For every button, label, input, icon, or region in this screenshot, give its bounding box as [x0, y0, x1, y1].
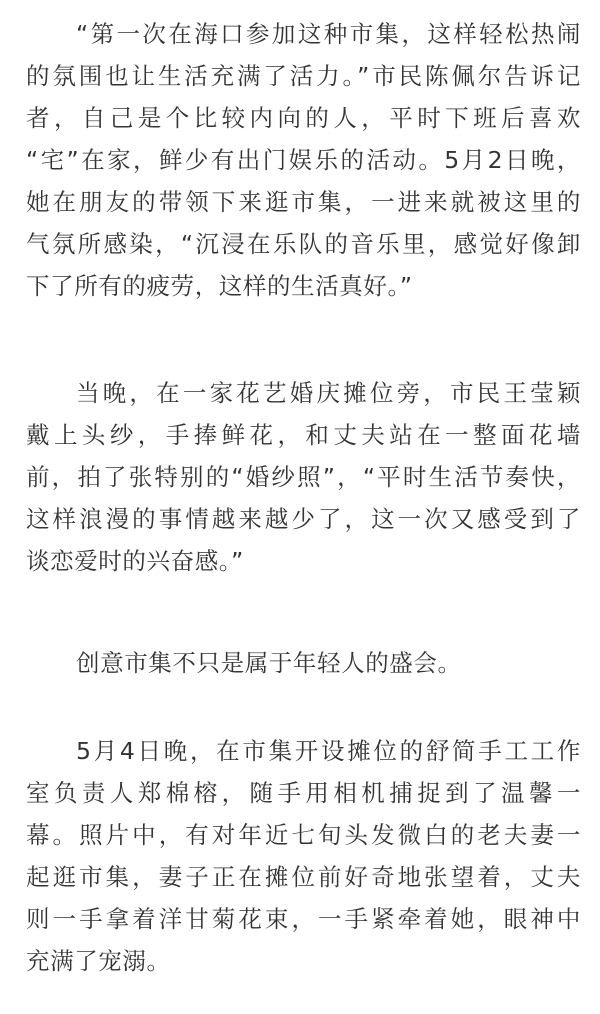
- text-line: 则一手拿着洋甘菊花束，一手紧牵着她，眼神中: [26, 905, 581, 933]
- text-line: 谈恋爱时的兴奋感。”: [26, 547, 244, 575]
- paragraph-3: [26, 642, 581, 684]
- text-line: “宅”在家，鲜少有出门娱乐的活动。5月2日晚，: [26, 146, 581, 174]
- text-line: 创意市集不只是属于年轻人的盛会。: [76, 649, 462, 677]
- paragraph-1: [26, 13, 581, 307]
- text-line: 下了所有的疲劳，这样的生活真好。”: [26, 272, 413, 300]
- text-line: 起逛市集，妻子正在摊位前好奇地张望着，丈夫: [26, 863, 581, 891]
- text-line: 幕。照片中，有对年近七旬头发微白的老夫妻一: [26, 821, 581, 849]
- text-line: 她在朋友的带领下来逛市集，一进来就被这里的: [26, 188, 581, 216]
- text-line: 当晚，在一家花艺婚庆摊位旁，市民王莹颖: [76, 379, 581, 407]
- text-line: 气氛所感染，“沉浸在乐队的音乐里，感觉好像卸: [26, 230, 581, 258]
- text-line: 充满了宠溺。: [26, 947, 171, 975]
- text-line: 这样浪漫的事情越来越少了，这一次又感受到了: [26, 505, 581, 533]
- text-line: 者，自己是个比较内向的人，平时下班后喜欢: [26, 104, 581, 132]
- text-line: 戴上头纱，手捧鲜花，和丈夫站在一整面花墙: [26, 421, 581, 449]
- paragraph-4: [26, 730, 581, 982]
- paragraph-2: [26, 372, 581, 582]
- text-line: 的氛围也让生活充满了活力。”市民陈佩尔告诉记: [26, 62, 581, 90]
- text-line: 室负责人郑棉榕，随手用相机捕捉到了温馨一: [26, 779, 581, 807]
- text-line: 前，拍了张特别的“婚纱照”，“平时生活节奏快，: [26, 463, 581, 491]
- text-line: 5月4日晚，在市集开设摊位的舒简手工工作: [76, 737, 581, 765]
- text-line: “第一次在海口参加这种市集，这样轻松热闹: [76, 20, 581, 48]
